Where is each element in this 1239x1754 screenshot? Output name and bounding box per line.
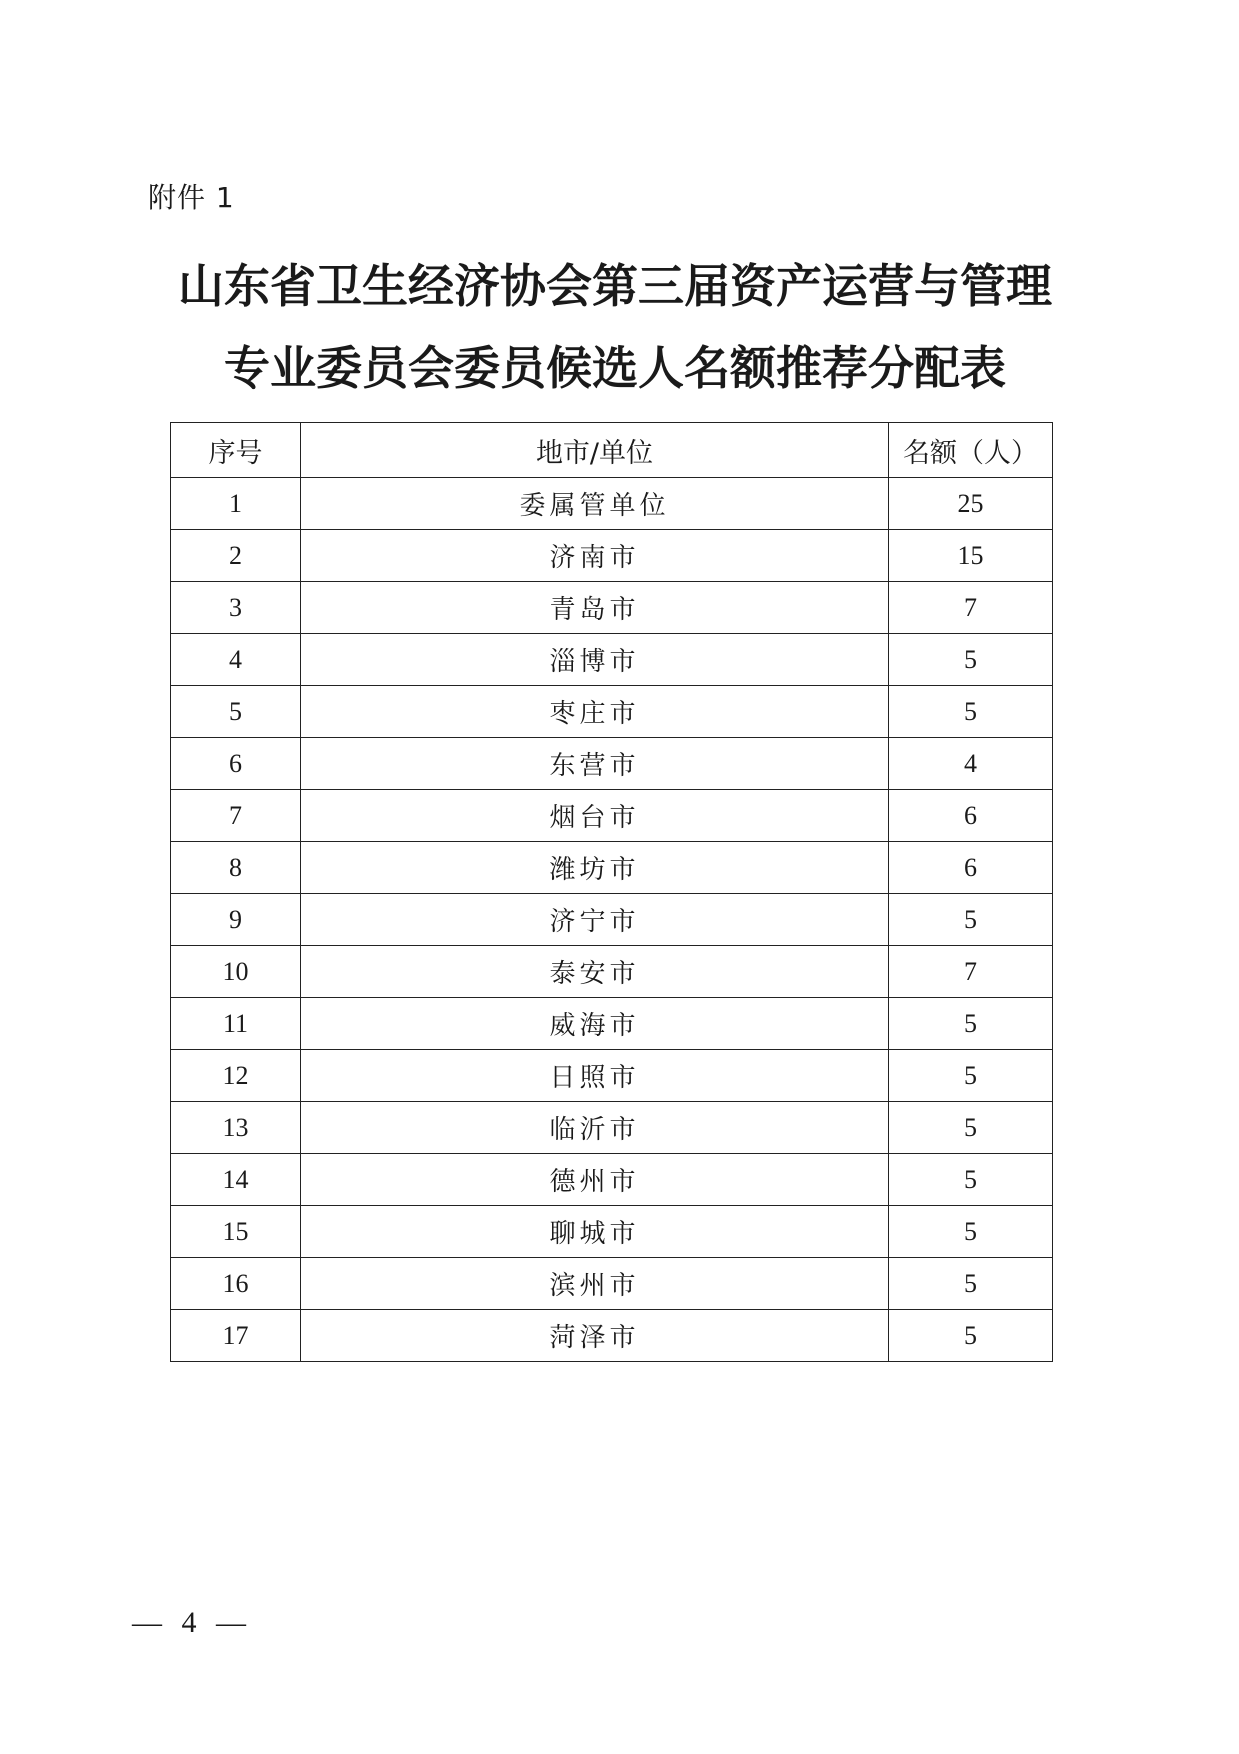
page-number: — 4 — — [132, 1606, 252, 1639]
table-row — [171, 582, 1053, 634]
row-quota: 25 — [889, 478, 1053, 530]
row-unit: 枣庄市 — [301, 686, 889, 738]
row-quota: 5 — [889, 1258, 1053, 1310]
row-index: 12 — [171, 1050, 301, 1102]
row-index: 17 — [171, 1310, 301, 1362]
table-row — [171, 1206, 1053, 1258]
row-unit: 聊城市 — [301, 1206, 889, 1258]
row-quota: 4 — [889, 738, 1053, 790]
document-title-line-1: 山东省卫生经济协会第三届资产运营与管理 — [178, 259, 1052, 313]
table-row — [171, 1050, 1053, 1102]
row-index: 15 — [171, 1206, 301, 1258]
row-quota: 5 — [889, 634, 1053, 686]
table-row — [171, 634, 1053, 686]
row-quota: 5 — [889, 894, 1053, 946]
header-index: 序号 — [171, 423, 301, 478]
row-quota: 7 — [889, 582, 1053, 634]
row-index: 1 — [171, 478, 301, 530]
row-unit: 临沂市 — [301, 1102, 889, 1154]
table-row — [171, 946, 1053, 998]
row-quota: 15 — [889, 530, 1053, 582]
row-quota: 5 — [889, 1102, 1053, 1154]
table-body — [171, 478, 1053, 1362]
row-unit: 烟台市 — [301, 790, 889, 842]
row-unit: 青岛市 — [301, 582, 889, 634]
row-quota: 7 — [889, 946, 1053, 998]
header-quota: 名额（人） — [889, 423, 1053, 478]
row-index: 4 — [171, 634, 301, 686]
row-index: 11 — [171, 998, 301, 1050]
row-index: 2 — [171, 530, 301, 582]
table-row — [171, 686, 1053, 738]
row-index: 3 — [171, 582, 301, 634]
row-quota: 5 — [889, 1310, 1053, 1362]
document-title-line-2: 专业委员会委员候选人名额推荐分配表 — [224, 341, 1006, 395]
row-unit: 淄博市 — [301, 634, 889, 686]
table-row — [171, 1102, 1053, 1154]
row-index: 7 — [171, 790, 301, 842]
row-unit: 日照市 — [301, 1050, 889, 1102]
table-row — [171, 738, 1053, 790]
row-unit: 济南市 — [301, 530, 889, 582]
table-row — [171, 530, 1053, 582]
table-row — [171, 1258, 1053, 1310]
attachment-label: 附件 1 — [148, 181, 235, 214]
row-quota: 5 — [889, 998, 1053, 1050]
table-row — [171, 790, 1053, 842]
table-row — [171, 478, 1053, 530]
table-row — [171, 842, 1053, 894]
header-unit: 地市/单位 — [301, 423, 889, 478]
row-unit: 济宁市 — [301, 894, 889, 946]
table-row — [171, 894, 1053, 946]
row-quota: 5 — [889, 1050, 1053, 1102]
row-index: 10 — [171, 946, 301, 998]
row-quota: 6 — [889, 842, 1053, 894]
row-quota: 5 — [889, 1154, 1053, 1206]
row-unit: 德州市 — [301, 1154, 889, 1206]
table-header-row — [171, 423, 1053, 478]
row-quota: 5 — [889, 686, 1053, 738]
row-index: 8 — [171, 842, 301, 894]
row-unit: 委属管单位 — [301, 478, 889, 530]
table-row — [171, 998, 1053, 1050]
row-unit: 菏泽市 — [301, 1310, 889, 1362]
row-index: 13 — [171, 1102, 301, 1154]
row-unit: 威海市 — [301, 998, 889, 1050]
row-unit: 滨州市 — [301, 1258, 889, 1310]
row-index: 16 — [171, 1258, 301, 1310]
table-row — [171, 1310, 1053, 1362]
row-quota: 5 — [889, 1206, 1053, 1258]
allocation-table — [170, 422, 1053, 1362]
row-index: 5 — [171, 686, 301, 738]
row-index: 14 — [171, 1154, 301, 1206]
row-unit: 泰安市 — [301, 946, 889, 998]
row-unit: 潍坊市 — [301, 842, 889, 894]
row-unit: 东营市 — [301, 738, 889, 790]
table-row — [171, 1154, 1053, 1206]
row-index: 6 — [171, 738, 301, 790]
row-index: 9 — [171, 894, 301, 946]
row-quota: 6 — [889, 790, 1053, 842]
